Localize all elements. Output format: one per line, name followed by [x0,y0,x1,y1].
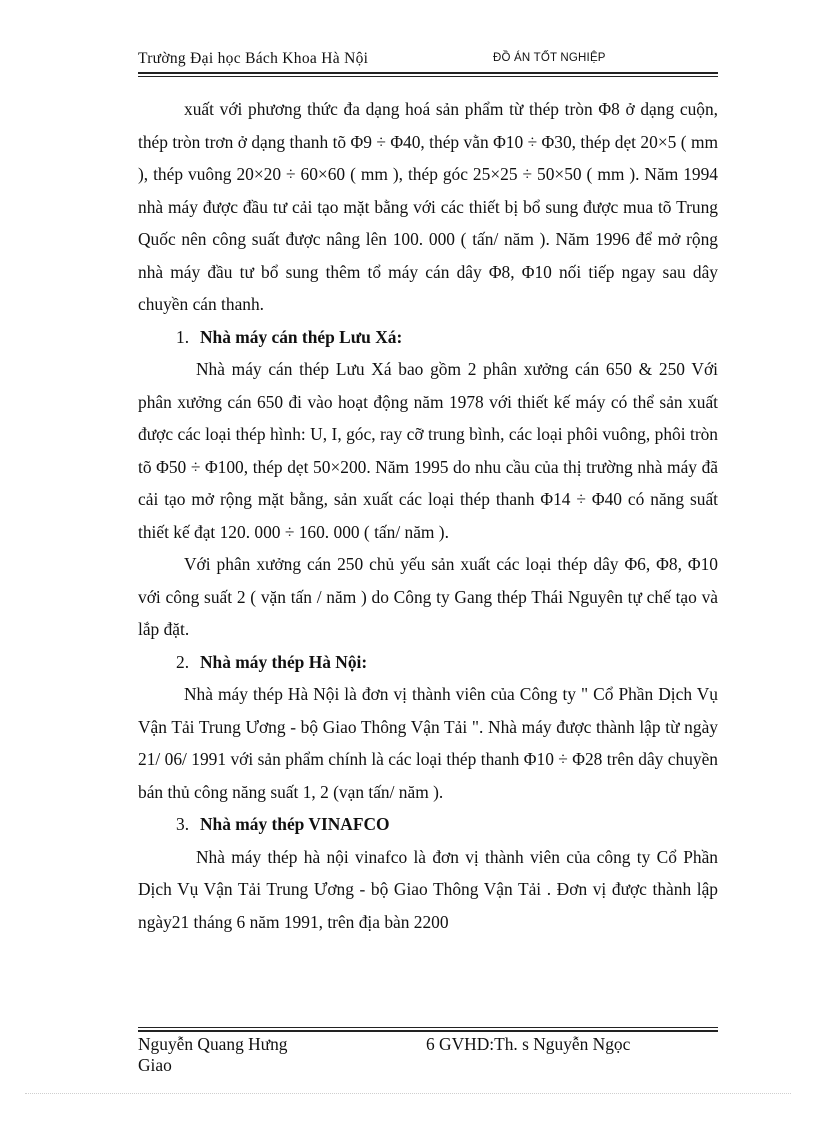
footer-page-advisor: 6 GVHD:Th. s Nguyễn Ngọc [426,1034,631,1054]
paragraph-luu-xa: Nhà máy cán thép Lưu Xá bao gồm 2 phân xưởng cán 650 & 250 Với phân xưởng cán 650 đi vào hoạt động năm 1978 với thiết kế máy có thể sản xuất được các loại thép hình: U, I, góc, ray cỡ trung bình, các loại phôi vuông, phôi tròn tõ Φ50 ÷ Φ100, thép dẹt 50×200. Năm 1995 do nhu cầu của thị trường nhà máy đã cải tạo mở rộng mặt bằng, sản xuất các loại thép thanh Φ14 ÷ Φ40 có năng suất thiết kế đạt 120. 000 ÷ 160. 000 ( tấn/ năm ). [138,359,718,542]
footer-rule-thin [138,1027,718,1028]
section-title: Nhà máy cán thép Lưu Xá: [200,326,403,347]
paragraph-ha-noi: Nhà máy thép Hà Nội là đơn vị thành viên của Công ty " Cổ Phần Dịch Vụ Vận Tải Trung Ương - bộ Giao Thông Vận Tải ". Nhà máy được thành lập từ ngày 21/ 06/ 1991 với sản phẩm chính là các loại thép thanh Φ10 ÷ Φ28 trên dây chuyền bán thủ công năng suất 1, 2 (vạn tấn/ năm ). [138,684,718,802]
school-name: Trường Đại học Bách Khoa Hà Nội [138,50,369,67]
author-name-continued: Giao [138,1055,172,1075]
section-heading-ha-noi [138,646,718,679]
section-heading-vinafco [138,808,718,841]
section-title: Nhà máy thép Hà Nội: [200,651,368,672]
footer-author [138,1034,288,1076]
page-bottom-border [25,1093,791,1094]
section-heading-luu-xa [138,321,718,354]
author-name: Nguyễn Quang Hưng [138,1034,288,1054]
document-title: ĐỒ ÁN TỐT NGHIỆP [493,52,606,64]
header-rule-thick [138,72,718,74]
paragraph-vinafco: Nhà máy thép hà nội vinafco là đơn vị thành viên của công ty Cổ Phần Dịch Vụ Vận Tải Trung Ương - bộ Giao Thông Vận Tải . Đơn vị được thành lập ngày21 tháng 6 năm 1991, trên địa bàn 2200 [138,846,718,932]
paragraph-intro: xuất với phương thức đa dạng hoá sản phẩm từ thép tròn Φ8 ở dạng cuộn, thép tròn trơn ở dạng thanh tõ Φ9 ÷ Φ40, thép vằn Φ10 ÷ Φ30, thép dẹt 20×5 ( mm ), thép vuông 20×20 ÷ 60×60 ( mm ), thép góc 25×25 ÷ 50×50 ( mm ). Năm 1994 nhà máy được đầu tư cải tạo mặt bằng với các thiết bị bổ sung được mua tõ Trung Quốc nên công suất được nâng lên 100. 000 ( tấn/ năm ). Năm 1996 để mở rộng nhà máy đầu tư bổ sung thêm tổ máy cán dây Φ8, Φ10 nối tiếp ngay sau dây chuyền cán thanh. [138,99,718,314]
page-body [138,93,718,938]
section-number: 2. [176,651,190,672]
section-title: Nhà máy thép VINAFCO [200,814,390,834]
section-number: 3. [176,814,190,834]
header-rule-thin [138,76,718,77]
paragraph-workshop-250: Với phân xưởng cán 250 chủ yếu sản xuất các loại thép dây Φ6, Φ8, Φ10 với công suất 2 ( vặn tấn / năm ) do Công ty Gang thép Thái Nguyên tự chế tạo và lắp đặt. [138,554,718,639]
section-number: 1. [176,326,190,347]
page-header [138,48,718,70]
footer-rule-thick [138,1030,718,1032]
